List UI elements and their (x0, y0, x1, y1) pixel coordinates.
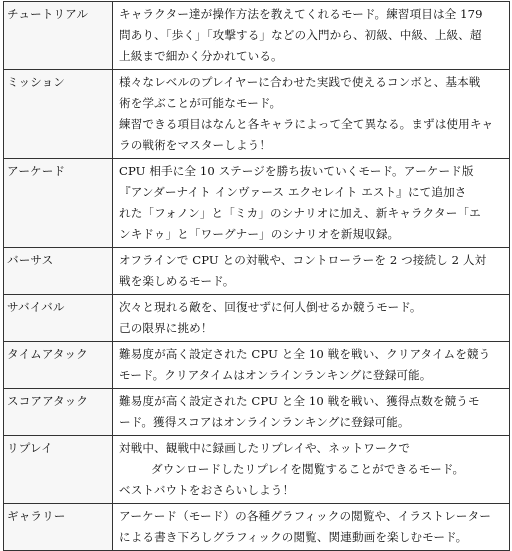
table-row (4, 295, 510, 342)
mode-description-cell (113, 2, 510, 70)
description-line: ンキドゥ」と「ワーグナー」のシナリオを新規収録。 (119, 227, 400, 241)
table-row (4, 70, 510, 159)
description-line: ベストバウトをおさらいしよう！ (119, 483, 295, 497)
table-row (4, 342, 510, 389)
table-row (4, 504, 510, 551)
description-line: れた「フォノン」と「ミカ」のシナリオに加え、新キャラクター「エ (119, 206, 481, 220)
description-line: 様々なレベルのプレイヤーに合わせた実践で使えるコンボと、基本戦 (119, 75, 481, 89)
mode-name-cell: アーケード (4, 159, 113, 248)
mode-description-cell (113, 342, 510, 389)
mode-description-cell (113, 70, 510, 159)
table-row (4, 159, 510, 248)
mode-name-cell: サバイバル (4, 295, 113, 342)
description-line: CPU 相手に全 10 ステージを勝ち抜いていくモード。アーケード版 (119, 164, 474, 178)
mode-description-cell (113, 248, 510, 295)
table-row (4, 248, 510, 295)
description-line: オフラインで CPU との対戦や、コントローラーを 2 つ接続し 2 人対 (119, 253, 487, 267)
description-line: 己の限界に挑め！ (119, 321, 213, 335)
table-row (4, 436, 510, 504)
description-line: ード。獲得スコアはオンラインランキングに登録可能。 (119, 415, 410, 429)
description-line: 難易度が高く設定された CPU と全 10 戦を戦い、獲得点数を競うモ (119, 394, 480, 408)
game-modes-table (3, 1, 510, 551)
mode-description-cell (113, 436, 510, 504)
mode-description-cell (113, 389, 510, 436)
description-line: 対戦中、観戦中に録画したリプレイや、ネットワークで (119, 441, 411, 455)
description-line: 上級まで細かく分かれている。 (119, 49, 283, 63)
description-line: による書き下ろしグラフィックの閲覧、関連動画を楽しむモード。 (119, 530, 468, 544)
mode-description-cell (113, 159, 510, 248)
description-line: モード。クリアタイムはオンラインランキングに登録可能。 (119, 368, 432, 382)
description-line: 『アンダーナイト インヴァース エクセレイト エスト』にて追加さ (119, 185, 467, 199)
mode-name-cell: チュートリアル (4, 2, 113, 70)
description-line: 練習できる項目はなんと各キャラによって全て異なる。まずは使用キャ (119, 117, 494, 131)
mode-description-cell (113, 504, 510, 551)
mode-name-cell: タイムアタック (4, 342, 113, 389)
table-row (4, 2, 510, 70)
mode-name-cell: ギャラリー (4, 504, 113, 551)
description-line: ダウンロードしたリプレイを閲覧することができるモード。 (151, 462, 465, 476)
description-line: 戦を楽しめるモード。 (119, 274, 235, 288)
table-row (4, 389, 510, 436)
description-line: キャラクター達が操作方法を教えてくれるモード。練習項目は全 179 (119, 7, 483, 21)
mode-name-cell: バーサス (4, 248, 113, 295)
mode-name-cell: スコアアタック (4, 389, 113, 436)
description-line: アーケード（モード）の各種グラフィックの閲覧や、イラストレーター (119, 509, 491, 523)
mode-name-cell: リプレイ (4, 436, 113, 504)
mode-description-cell (113, 295, 510, 342)
mode-name-cell: ミッション (4, 70, 113, 159)
description-line: 術を学ぶことが可能なモード。 (119, 96, 282, 110)
description-line: ラの戦術をマスターしよう！ (119, 138, 272, 152)
description-line: 問あり、「歩く」「攻撃する」などの入門から、初級、中級、上級、超 (119, 28, 482, 42)
description-line: 次々と現れる敵を、回復せずに何人倒せるか競うモード。 (119, 300, 422, 314)
description-line: 難易度が高く設定された CPU と全 10 戦を戦い、クリアタイムを競う (119, 347, 491, 361)
